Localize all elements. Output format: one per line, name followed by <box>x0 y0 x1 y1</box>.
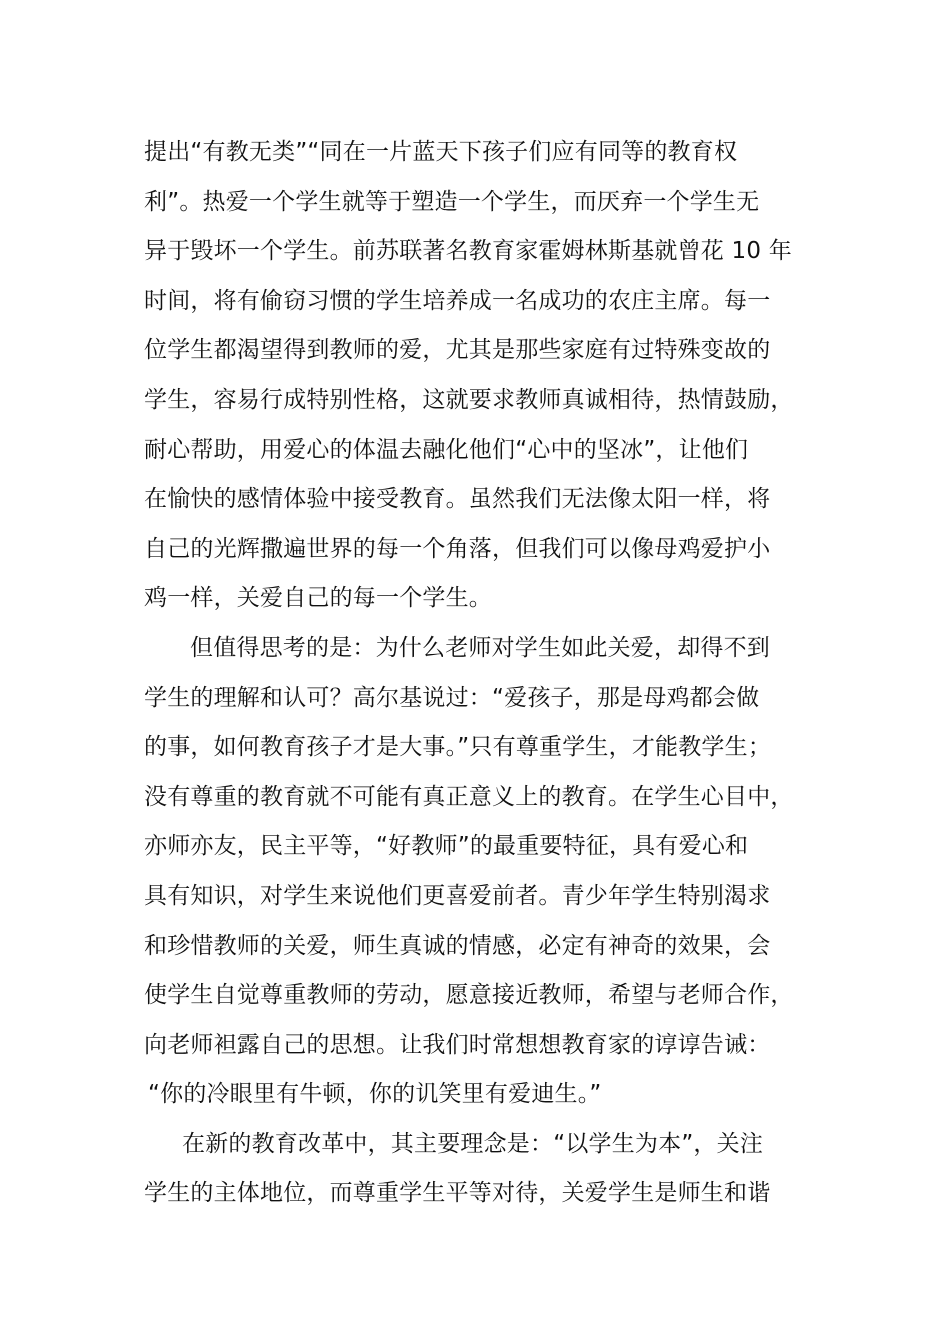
text-line: 学生的理解和认可？高尔基说过：“爱孩子，那是母鸡都会做 <box>144 684 760 711</box>
text-line: 时间，将有偷窃习惯的学生培养成一名成功的农庄主席。每一 <box>144 287 771 314</box>
text-line: 没有尊重的教育就不可能有真正意义上的教育。在学生心目中， <box>144 783 794 810</box>
text-line: 亦师亦友，民主平等，“好教师”的最重要特征，具有爱心和 <box>144 833 749 860</box>
text-line: 耐心帮助，用爱心的体温去融化他们“心中的坚冰”，让他们 <box>144 436 749 463</box>
text-line: 提出“有教无类”“同在一片蓝天下孩子们应有同等的教育权 <box>144 139 738 165</box>
text-line: 自己的光辉撒遍世界的每一个角落，但我们可以像母鸡爱护小 <box>144 535 771 562</box>
text-line: 使学生自觉尊重教师的劳动，愿意接近教师，希望与老师合作， <box>144 982 794 1009</box>
text-line: 在愉快的感情体验中接受教育。虽然我们无法像太阳一样，将 <box>144 486 771 513</box>
paragraph-start-line: 但值得思考的是：为什么老师对学生如此关爱，却得不到 <box>190 634 770 661</box>
text-line: 的事，如何教育孩子才是大事。”只有尊重学生，才能教学生； <box>144 734 772 761</box>
text-line: 利”。热爱一个学生就等于塑造一个学生，而厌弃一个学生无 <box>144 188 760 215</box>
quote-line: “你的冷眼里有牛顿，你的讥笑里有爱迪生。” <box>148 1081 602 1108</box>
text-line: 具有知识，对学生来说他们更喜爱前者。青少年学生特别渴求 <box>144 882 771 909</box>
text-line: 学生的主体地位，而尊重学生平等对待，关爱学生是师生和谐 <box>144 1180 771 1207</box>
body-text <box>144 128 834 1219</box>
text-line: 鸡一样，关爱自己的每一个学生。 <box>144 585 492 612</box>
text-line: 向老师袒露自己的思想。让我们时常想想教育家的谆谆告诫： <box>144 1031 771 1058</box>
text-line: 位学生都渴望得到教师的爱，尤其是那些家庭有过特殊变故的 <box>144 337 771 364</box>
paragraph-start-line: 在新的教育改革中，其主要理念是：“以学生为本”，关注 <box>182 1130 764 1157</box>
text-line: 学生，容易行成特别性格，这就要求教师真诚相待，热情鼓励， <box>144 386 794 413</box>
text-line: 异于毁坏一个学生。前苏联著名教育家霍姆林斯基就曾花 10 年 <box>144 238 792 265</box>
text-line: 和珍惜教师的关爱，师生真诚的情感，必定有神奇的效果，会 <box>144 932 771 959</box>
